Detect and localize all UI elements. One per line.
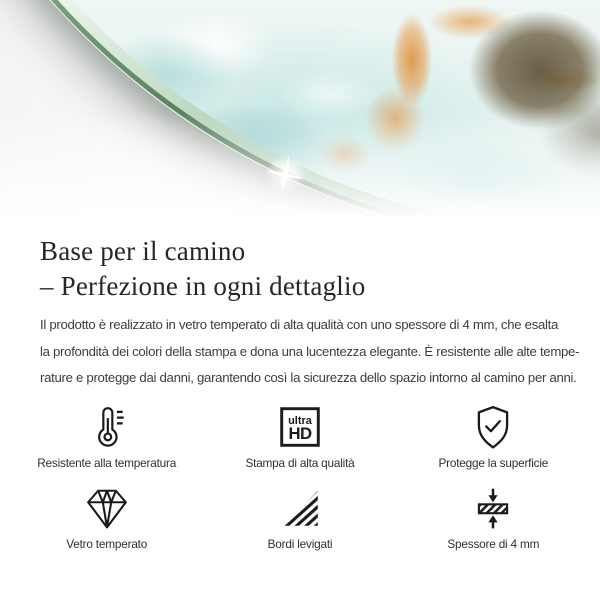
features-grid [10, 404, 590, 552]
polished-edges-icon [277, 485, 323, 531]
product-hero-image [0, 0, 600, 232]
thermometer-icon [84, 404, 130, 450]
feature-label: Vetro temperato [66, 536, 148, 551]
thickness-icon [470, 485, 516, 531]
title-line-1: Base per il camino [40, 236, 246, 266]
feature-label: Protegge la superficie [438, 455, 549, 470]
description-line: la profondità dei colori della stampa e dona una lucentezza elegante. È resistente alle alte tempe- [40, 343, 580, 359]
shield-check-icon [470, 404, 516, 450]
feature-item-print-quality [203, 404, 396, 471]
ultra-hd-icon-text-top: ultra [288, 414, 312, 427]
sparkle-icon [263, 153, 307, 197]
feature-item-thickness [397, 485, 590, 552]
title-line-2: – Perfezione in ogni dettaglio [40, 271, 366, 301]
description-line: Il prodotto è realizzato in vetro temperato di alta qualità con uno spessore di 4 mm, che esalta [40, 317, 559, 332]
description-line: rature e protegge dai danni, garantendo così la sicurezza dello spazio intorno al camino per anni. [40, 370, 577, 385]
feature-label: Resistente alla temperatura [37, 455, 177, 470]
feature-item-protection [397, 404, 590, 471]
ultra-hd-icon-text-bottom: HD [288, 423, 312, 443]
feature-label: Stampa di alta qualità [245, 455, 355, 470]
diamond-icon [84, 485, 130, 531]
feature-item-tempered-glass [10, 485, 203, 552]
ultra-hd-icon [277, 404, 323, 450]
feature-item-temperature [10, 404, 203, 471]
page-title [40, 234, 560, 304]
product-info-section [0, 234, 600, 552]
feature-label: Spessore di 4 mm [447, 536, 540, 551]
feature-label: Bordi levigati [267, 536, 333, 551]
feature-item-polished-edges [203, 485, 396, 552]
product-description [40, 312, 580, 392]
